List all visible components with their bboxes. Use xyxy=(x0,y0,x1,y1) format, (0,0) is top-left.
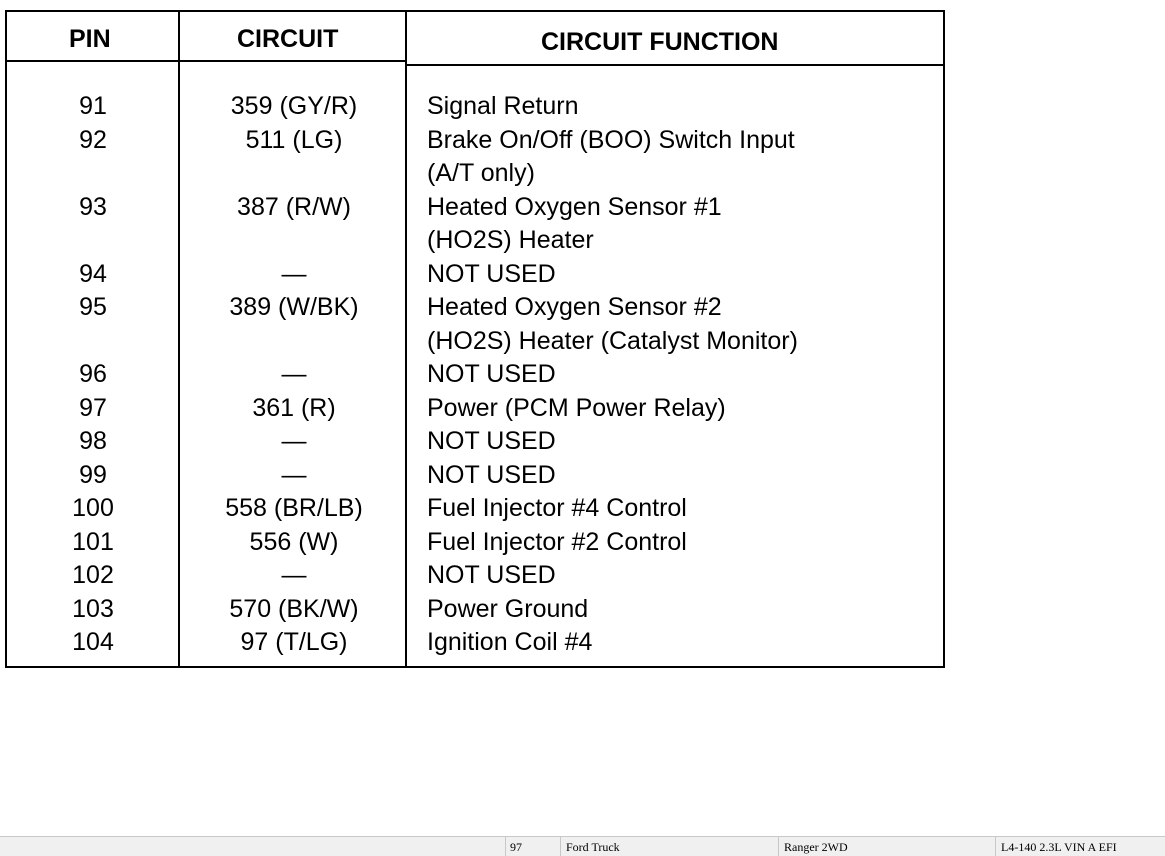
function-cell: Signal Return xyxy=(427,92,579,120)
function-cell: NOT USED xyxy=(427,460,556,489)
circuit-cell: 511 (LG) xyxy=(245,125,343,154)
table-row xyxy=(7,593,943,627)
function-cell: NOT USED xyxy=(427,259,556,288)
function-cell: Fuel Injector #2 Control xyxy=(427,527,687,556)
footer-bar xyxy=(0,836,1165,856)
circuit-cell: — xyxy=(281,360,307,388)
circuit-cell: 387 (R/W) xyxy=(237,192,351,221)
table-row xyxy=(7,291,943,358)
pin-cell: 99 xyxy=(79,460,107,489)
table-row xyxy=(7,392,943,426)
circuit-cell: 570 (BK/W) xyxy=(229,594,359,623)
table-row xyxy=(7,425,943,459)
table-row xyxy=(7,559,943,593)
header-circuit-function: CIRCUIT FUNCTION xyxy=(541,28,779,56)
function-cell: NOT USED xyxy=(427,360,556,388)
circuit-cell: — xyxy=(281,561,307,589)
table-row xyxy=(7,626,943,660)
header-rule xyxy=(7,60,406,62)
function-cell: Fuel Injector #4 Control xyxy=(427,494,687,522)
pin-cell: 96 xyxy=(79,360,107,388)
pin-cell: 91 xyxy=(79,92,107,120)
table-row xyxy=(7,358,943,392)
table-row xyxy=(7,492,943,526)
header-rule xyxy=(406,64,943,66)
function-cell: NOT USED xyxy=(427,427,556,455)
circuit-cell: 558 (BR/LB) xyxy=(225,494,363,522)
footer-page: 97 xyxy=(510,840,522,854)
header-pin: PIN xyxy=(69,25,111,53)
function-cell: Brake On/Off (BOO) Switch Input xyxy=(427,125,795,154)
pin-cell: 101 xyxy=(72,527,114,556)
table-row xyxy=(7,191,943,258)
header-circuit: CIRCUIT xyxy=(237,25,339,53)
pin-cell: 95 xyxy=(79,293,107,321)
function-cell-continued: (A/T only) xyxy=(427,159,535,187)
function-cell: Ignition Coil #4 xyxy=(427,628,593,656)
function-cell: Power (PCM Power Relay) xyxy=(427,393,726,422)
pin-cell: 103 xyxy=(72,594,114,623)
table-row xyxy=(7,90,943,124)
pin-cell: 98 xyxy=(79,427,107,455)
circuit-cell: 389 (W/BK) xyxy=(229,293,359,321)
function-cell-continued: (HO2S) Heater xyxy=(427,226,594,254)
circuit-cell: — xyxy=(281,460,307,489)
pin-cell: 93 xyxy=(79,192,107,221)
circuit-cell: — xyxy=(281,259,307,288)
circuit-cell: 361 (R) xyxy=(252,393,336,422)
function-cell: Heated Oxygen Sensor #1 xyxy=(427,192,722,221)
table-body xyxy=(7,90,943,660)
table-row xyxy=(7,526,943,560)
table-row xyxy=(7,258,943,292)
table-row xyxy=(7,459,943,493)
function-cell-continued: (HO2S) Heater (Catalyst Monitor) xyxy=(427,326,798,355)
function-cell: Heated Oxygen Sensor #2 xyxy=(427,293,722,321)
circuit-cell: 97 (T/LG) xyxy=(240,628,348,656)
circuit-cell: — xyxy=(281,427,307,455)
circuit-cell: 359 (GY/R) xyxy=(230,92,358,120)
pin-cell: 100 xyxy=(72,494,114,522)
table-row xyxy=(7,124,943,191)
function-cell: Power Ground xyxy=(427,594,589,623)
footer-model: Ranger 2WD xyxy=(784,840,848,854)
footer-make: Ford Truck xyxy=(566,840,620,854)
function-cell: NOT USED xyxy=(427,561,556,589)
pin-cell: 104 xyxy=(72,628,114,656)
footer-engine: L4-140 2.3L VIN A EFI xyxy=(1001,840,1117,854)
pin-cell: 92 xyxy=(79,125,107,154)
circuit-cell: 556 (W) xyxy=(249,527,339,556)
pin-cell: 102 xyxy=(72,561,114,589)
pin-cell: 97 xyxy=(79,393,107,422)
pin-cell: 94 xyxy=(79,259,107,288)
pin-table xyxy=(5,10,945,668)
